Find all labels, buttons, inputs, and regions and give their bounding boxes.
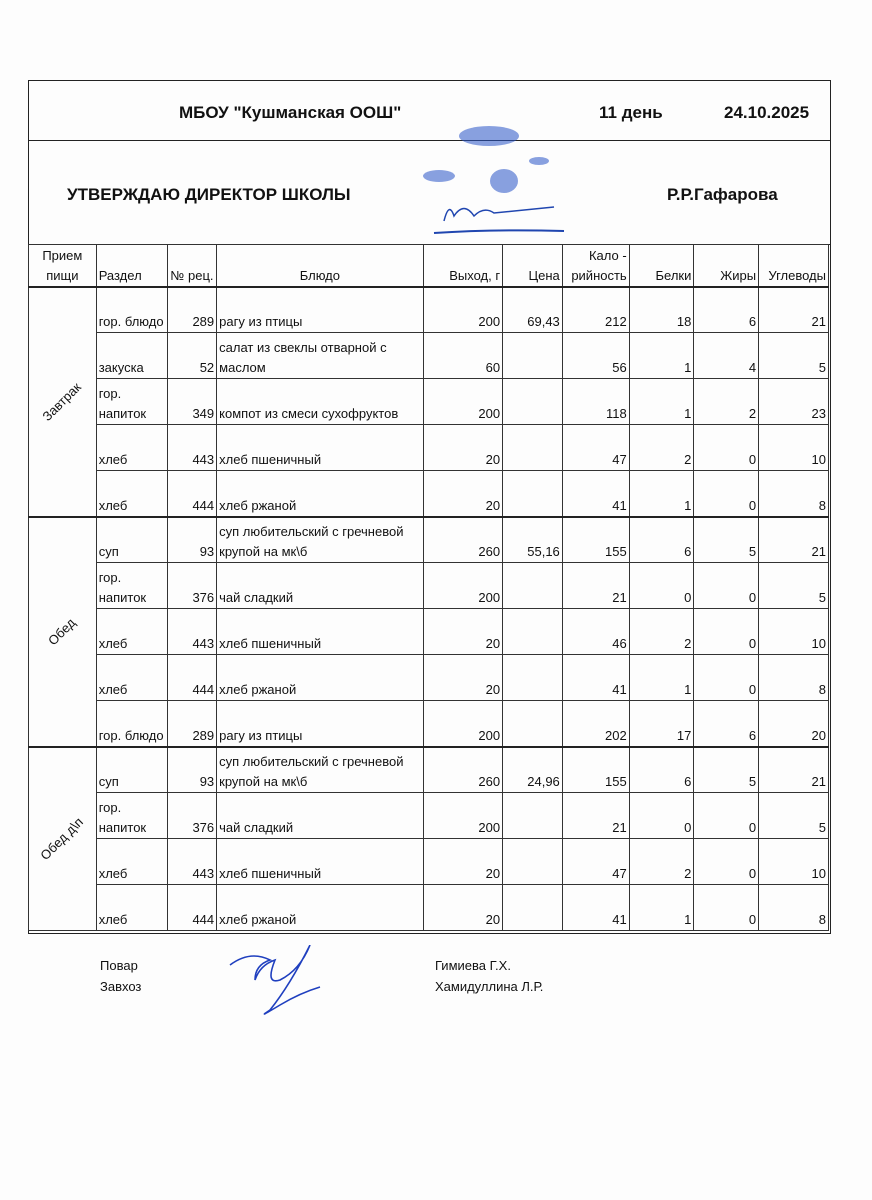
column-header-protein: Белки — [629, 245, 694, 287]
approval-label: УТВЕРЖДАЮ ДИРЕКТОР ШКОЛЫ — [67, 185, 351, 204]
cell-protein: 0 — [629, 793, 694, 839]
cell-protein: 6 — [629, 747, 694, 793]
cell-fat: 4 — [694, 333, 759, 379]
cell-dish: чай сладкий — [217, 563, 423, 609]
cell-carbs: 8 — [759, 655, 829, 701]
cell-calories: 41 — [562, 885, 629, 931]
cell-dish: хлеб пшеничный — [217, 609, 423, 655]
meal-name: Обед — [45, 614, 79, 648]
table-row — [29, 333, 829, 379]
cell-yield: 200 — [423, 287, 503, 333]
cell-dish: рагу из птицы — [217, 701, 423, 747]
cell-price — [503, 839, 563, 885]
cell-dish: суп любительский с гречневой крупой на мк\б — [217, 747, 423, 793]
role-supply: Завхоз — [100, 979, 142, 994]
column-header-yield: Выход, г — [423, 245, 503, 287]
cell-fat: 2 — [694, 379, 759, 425]
table-row — [29, 517, 829, 563]
cell-yield: 20 — [423, 839, 503, 885]
footer-roles — [100, 955, 141, 997]
cell-price — [503, 655, 563, 701]
cell-yield: 60 — [423, 333, 503, 379]
cell-section: гор. напиток — [96, 563, 168, 609]
cell-protein: 6 — [629, 517, 694, 563]
cell-fat: 0 — [694, 563, 759, 609]
cell-carbs: 21 — [759, 747, 829, 793]
cell-recipe-number: 52 — [168, 333, 217, 379]
cell-carbs: 5 — [759, 793, 829, 839]
cell-dish: хлеб пшеничный — [217, 425, 423, 471]
cook-name: Гимиева Г.Х. — [435, 958, 511, 973]
cell-price — [503, 609, 563, 655]
cell-recipe-number: 349 — [168, 379, 217, 425]
cell-fat: 0 — [694, 885, 759, 931]
cell-dish: хлеб ржаной — [217, 655, 423, 701]
cell-carbs: 8 — [759, 471, 829, 517]
cell-price — [503, 563, 563, 609]
cell-section: гор. блюдо — [96, 701, 168, 747]
cell-calories: 212 — [562, 287, 629, 333]
cell-section: хлеб — [96, 471, 168, 517]
cell-recipe-number: 443 — [168, 425, 217, 471]
cell-dish: рагу из птицы — [217, 287, 423, 333]
supply-name: Хамидуллина Л.Р. — [435, 979, 544, 994]
cell-carbs: 21 — [759, 287, 829, 333]
cell-protein: 1 — [629, 655, 694, 701]
cell-carbs: 10 — [759, 425, 829, 471]
cell-section: закуска — [96, 333, 168, 379]
cell-price — [503, 701, 563, 747]
cell-section: хлеб — [96, 655, 168, 701]
menu-date: 24.10.2025 — [724, 103, 810, 122]
table-row — [29, 425, 829, 471]
cell-calories: 21 — [562, 793, 629, 839]
menu-frame — [28, 80, 831, 934]
cell-fat: 5 — [694, 517, 759, 563]
cell-calories: 202 — [562, 701, 629, 747]
column-header-meal: Прием пищи — [29, 245, 97, 287]
cell-yield: 200 — [423, 701, 503, 747]
cell-section: гор. напиток — [96, 379, 168, 425]
cell-section: хлеб — [96, 839, 168, 885]
meal-name: Завтрак — [39, 378, 85, 424]
table-row — [29, 609, 829, 655]
cell-dish: хлеб ржаной — [217, 471, 423, 517]
column-header-fat: Жиры — [694, 245, 759, 287]
cell-protein: 17 — [629, 701, 694, 747]
cell-dish: компот из смеси сухофруктов — [217, 379, 423, 425]
day-number: 11 день — [599, 103, 663, 122]
cell-yield: 200 — [423, 379, 503, 425]
cell-yield: 200 — [423, 793, 503, 839]
cell-price — [503, 471, 563, 517]
column-header-carbs: Углеводы — [759, 245, 829, 287]
table-row — [29, 563, 829, 609]
table-header — [29, 245, 829, 287]
cell-recipe-number: 376 — [168, 563, 217, 609]
cell-price: 69,43 — [503, 287, 563, 333]
cell-recipe-number: 443 — [168, 839, 217, 885]
cell-fat: 0 — [694, 793, 759, 839]
cell-dish: суп любительский с гречневой крупой на мк\б — [217, 517, 423, 563]
cell-yield: 260 — [423, 517, 503, 563]
cell-yield: 20 — [423, 609, 503, 655]
column-header-dish: Блюдо — [217, 245, 423, 287]
cell-section: гор. напиток — [96, 793, 168, 839]
cell-carbs: 10 — [759, 839, 829, 885]
director-name: Р.Р.Гафарова — [667, 185, 778, 204]
cell-section: суп — [96, 517, 168, 563]
cell-section: хлеб — [96, 609, 168, 655]
signature-icon — [225, 945, 325, 1020]
meal-name: Обед д\п — [37, 814, 87, 863]
table-row — [29, 701, 829, 747]
cell-recipe-number: 93 — [168, 517, 217, 563]
cell-protein: 0 — [629, 563, 694, 609]
cell-calories: 118 — [562, 379, 629, 425]
cell-fat: 0 — [694, 471, 759, 517]
school-name: МБОУ "Кушманская ООШ" — [179, 103, 402, 122]
menu-table — [28, 244, 829, 931]
cell-yield: 260 — [423, 747, 503, 793]
cell-calories: 21 — [562, 563, 629, 609]
cell-recipe-number: 376 — [168, 793, 217, 839]
column-header-section: Раздел — [96, 245, 168, 287]
cell-price — [503, 425, 563, 471]
cell-yield: 200 — [423, 563, 503, 609]
cell-calories: 47 — [562, 425, 629, 471]
cell-section: хлеб — [96, 885, 168, 931]
cell-recipe-number: 444 — [168, 885, 217, 931]
table-row — [29, 793, 829, 839]
column-header-calories: Кало - рийность — [562, 245, 629, 287]
cell-protein: 18 — [629, 287, 694, 333]
table-row — [29, 839, 829, 885]
cell-carbs: 5 — [759, 563, 829, 609]
cell-fat: 5 — [694, 747, 759, 793]
cell-carbs: 23 — [759, 379, 829, 425]
cell-calories: 155 — [562, 517, 629, 563]
role-cook: Повар — [100, 958, 138, 973]
cell-yield: 20 — [423, 655, 503, 701]
cell-fat: 0 — [694, 655, 759, 701]
cell-section: суп — [96, 747, 168, 793]
cell-fat: 0 — [694, 609, 759, 655]
cell-calories: 41 — [562, 471, 629, 517]
cell-carbs: 10 — [759, 609, 829, 655]
cell-protein: 1 — [629, 471, 694, 517]
cell-price: 55,16 — [503, 517, 563, 563]
cell-price — [503, 379, 563, 425]
cell-calories: 155 — [562, 747, 629, 793]
cell-recipe-number: 289 — [168, 287, 217, 333]
cell-price — [503, 885, 563, 931]
cell-protein: 1 — [629, 379, 694, 425]
cell-fat: 0 — [694, 425, 759, 471]
cell-price: 24,96 — [503, 747, 563, 793]
cell-carbs: 20 — [759, 701, 829, 747]
cell-recipe-number: 444 — [168, 655, 217, 701]
cell-dish: хлеб ржаной — [217, 885, 423, 931]
cell-price — [503, 333, 563, 379]
cell-carbs: 21 — [759, 517, 829, 563]
table-row — [29, 287, 829, 333]
cell-price — [503, 793, 563, 839]
meal-group-cell — [29, 747, 97, 931]
cell-protein: 2 — [629, 425, 694, 471]
cell-dish: хлеб пшеничный — [217, 839, 423, 885]
cell-recipe-number: 289 — [168, 701, 217, 747]
cell-calories: 56 — [562, 333, 629, 379]
cell-yield: 20 — [423, 425, 503, 471]
table-row — [29, 747, 829, 793]
table-row — [29, 379, 829, 425]
cell-dish: салат из свеклы отварной с маслом — [217, 333, 423, 379]
cell-recipe-number: 93 — [168, 747, 217, 793]
footer-names — [435, 955, 543, 997]
table-row — [29, 655, 829, 701]
cell-recipe-number: 444 — [168, 471, 217, 517]
cell-calories: 47 — [562, 839, 629, 885]
meal-group-cell — [29, 287, 97, 517]
cell-carbs: 5 — [759, 333, 829, 379]
cell-calories: 46 — [562, 609, 629, 655]
stamp-signature-icon — [389, 111, 589, 241]
cell-protein: 1 — [629, 885, 694, 931]
cell-protein: 2 — [629, 839, 694, 885]
cell-section: гор. блюдо — [96, 287, 168, 333]
cell-protein: 1 — [629, 333, 694, 379]
table-row — [29, 471, 829, 517]
cell-calories: 41 — [562, 655, 629, 701]
cell-fat: 6 — [694, 287, 759, 333]
cell-fat: 0 — [694, 839, 759, 885]
cell-fat: 6 — [694, 701, 759, 747]
cell-yield: 20 — [423, 885, 503, 931]
table-row — [29, 885, 829, 931]
column-header-price: Цена — [503, 245, 563, 287]
cell-protein: 2 — [629, 609, 694, 655]
column-header-recipe-number: № рец. — [168, 245, 217, 287]
meal-group-cell — [29, 517, 97, 747]
cell-yield: 20 — [423, 471, 503, 517]
cell-dish: чай сладкий — [217, 793, 423, 839]
cell-recipe-number: 443 — [168, 609, 217, 655]
cell-carbs: 8 — [759, 885, 829, 931]
cell-section: хлеб — [96, 425, 168, 471]
